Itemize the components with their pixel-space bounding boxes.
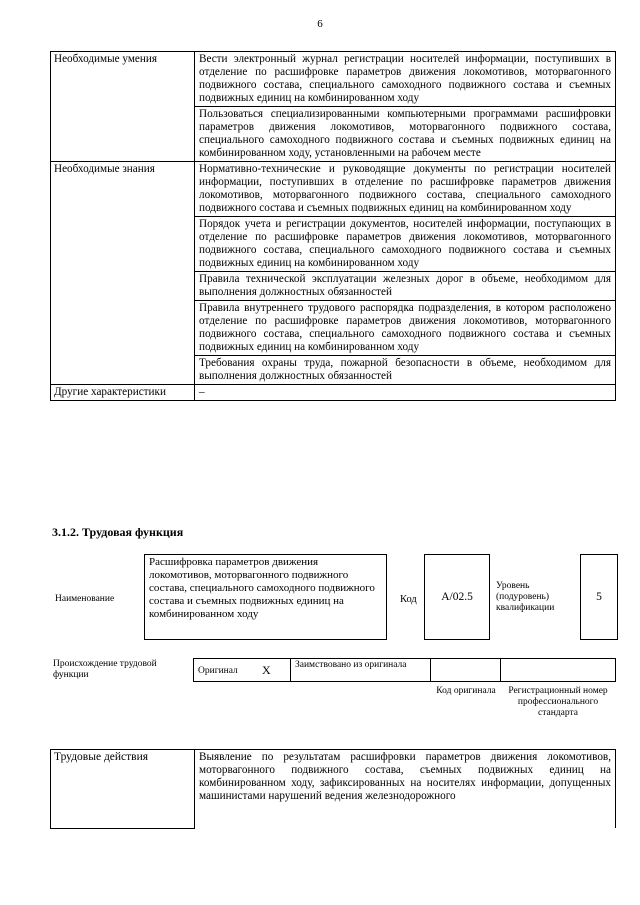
table-cell: Выявление по результатам расшифровки параметров движения локомотивов, моторвагонного подвижного состава, съемных подвижных единиц на комбинированном ходу, зафиксированных на носителях информации, допущенных машинистами нарушений ведения железнодорожного [195,750,616,829]
table-cell: – [195,385,616,401]
table-cell: Требования охраны труда, пожарной безопасности в объеме, необходимом для выполнения должностных обязанностей [195,356,616,385]
table-row [51,750,616,829]
function-name-box: Расшифровка параметров движения локомотивов, моторвагонного подвижного состава, специального самоходного подвижного состава и съемных подвижных единиц на комбинированном ходу [144,554,387,640]
page-number: 6 [317,18,323,30]
name-label: Наименование [55,594,115,604]
table-cell: Пользоваться специализированными компьютерными программами расшифровки параметров движения локомотивов, моторвагонного подвижного состава, специального самоходного подвижного состава и съемных подвижных единиц на комбинированном ходу, установленными на рабочем месте [195,107,616,162]
code-value: А/02.5 [424,554,490,640]
row-label-knowledge: Необходимые знания [51,162,195,385]
table-cell: Правила технической эксплуатации железных дорог в объеме, необходимом для выполнения должностных обязанностей [195,272,616,301]
code-caption: Код оригинала [436,686,496,696]
level-value: 5 [580,554,618,640]
row-label-skills: Необходимые умения [51,52,195,162]
original-mark: X [262,663,271,677]
table-cell: Вести электронный журнал регистрации носителей информации, поступивших в отделение по расшифровке параметров движения локомотивов, моторвагонного подвижного состава, специального самоходного подвижного состава и съемных подвижных единиц на комбинированном ходу [195,52,616,107]
table-row [51,52,616,107]
origin-divider [431,658,501,682]
row-label-actions: Трудовые действия [51,750,195,829]
origin-label: Происхождение трудовой функции [53,659,157,680]
table-cell: Нормативно-технические и руководящие документы по регистрации носителей информации, поступивших в отделение по расшифровке параметров движения локомотивов, моторвагонного подвижного состава, специального самоходного подвижного состава и съемных подвижных единиц на комбинированном ходу [195,162,616,217]
table-cell: Порядок учета и регистрации документов, носителей информации, поступающих в отделение по расшифровке параметров движения локомотивов, моторвагонного подвижного состава, специального самоходного подвижного состава и съемных подвижных единиц на комбинированном ходу [195,217,616,272]
level-label: Уровень (подуровень) квалификации [496,581,555,613]
table-cell: Правила внутреннего трудового распорядка подразделения, в котором расположено отделение по расшифровке параметров движения локомотивов, моторвагонного подвижного состава, специального самоходного подвижного состава и съемных подвижных единиц на комбинированном ходу [195,301,616,356]
labor-actions-table [50,749,616,829]
table-row [51,162,616,217]
row-label-other: Другие характеристики [51,385,195,401]
section-heading: 3.1.2. Трудовая функция [52,525,184,539]
code-label: Код [400,594,417,605]
borrowed-label: Заимствовано из оригинала [295,660,407,670]
table-row [51,385,616,401]
reg-caption: Регистрационный номер профессионального стандарта [508,686,608,718]
requirements-table [50,51,616,401]
original-label: Оригинал [198,666,238,676]
